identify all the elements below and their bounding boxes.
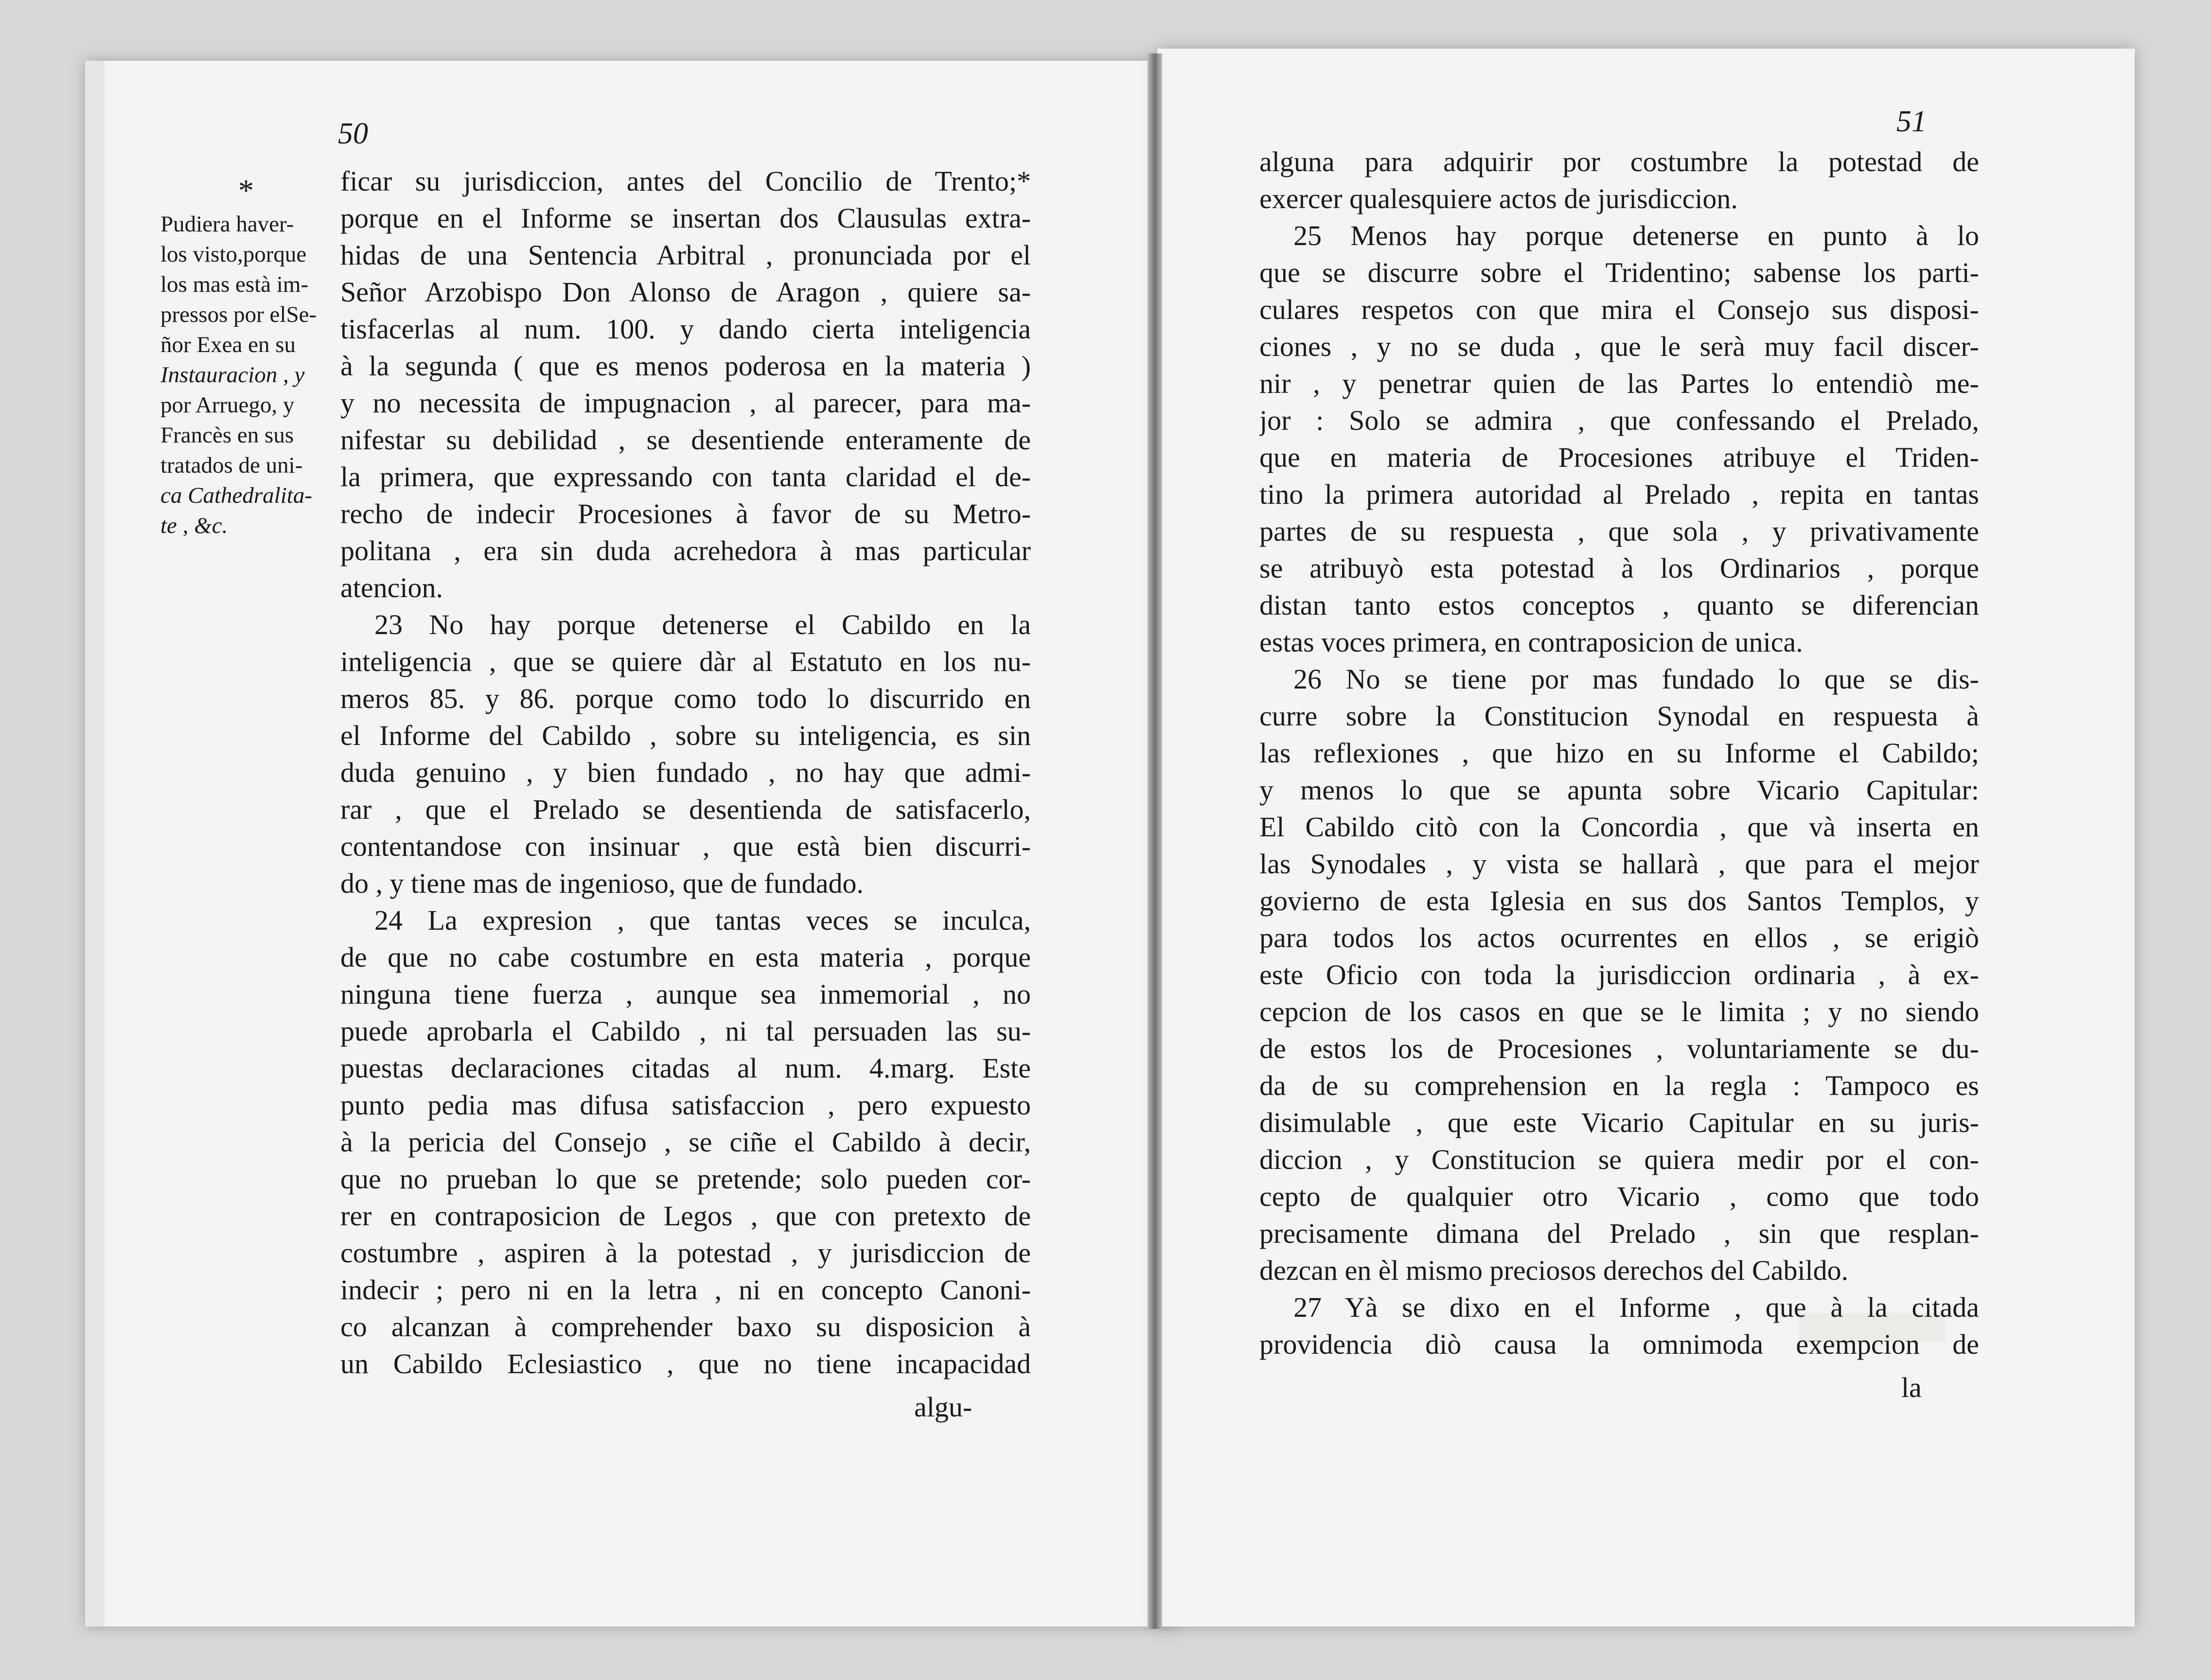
text-line: 25 Menos hay porque detenerse en punto à lo — [1293, 220, 1979, 251]
text-line: meros 85. y 86. porque como todo lo discurrido en — [340, 683, 1031, 714]
text-line: ficar su jurisdiccion, antes del Concilio de Trento;* — [340, 165, 1031, 197]
text-line: do , y tiene mas de ingenioso, que de fundado. — [340, 867, 864, 899]
text-line: tisfacerlas al num. 100. y dando cierta inteligencia — [340, 313, 1031, 345]
text-line: puede aprobarla el Cabildo , ni tal persuaden las su- — [340, 1015, 1031, 1047]
text-line: de que no cabe costumbre en esta materia , porque — [340, 941, 1031, 973]
text-line: govierno de esta Iglesia en sus dos Santos Templos, y — [1259, 885, 1979, 917]
text-line: disimulable , que este Vicario Capitular en su juris- — [1259, 1107, 1979, 1138]
margin-note-line: tratados de uni- — [160, 453, 303, 478]
text-line: se atribuyò esta potestad à los Ordinarios , porque — [1259, 552, 1979, 584]
book-gutter — [1148, 53, 1162, 1629]
text-line: curre sobre la Constitucion Synodal en respuesta à — [1259, 700, 1979, 732]
text-line: ciones , y no se duda , que le serà muy facil discer- — [1259, 331, 1979, 362]
text-line: nifestar su debilidad , se desentiende enteramente de — [340, 424, 1031, 456]
text-line: cepto de qualquier otro Vicario , como que todo — [1259, 1181, 1979, 1212]
text-line: las Synodales , y vista se hallarà , que para el mejor — [1259, 848, 1979, 880]
text-line: dezcan en èl mismo preciosos derechos del Cabildo. — [1259, 1255, 1849, 1286]
left-page-text — [340, 163, 1031, 1382]
text-line: de estos los de Procesiones , voluntariamente se du- — [1259, 1033, 1979, 1064]
right-page-text — [1259, 143, 1979, 1363]
text-line: estas voces primera, en contraposicion de unica. — [1259, 626, 1803, 658]
text-line: y no necessita de impugnacion , al parecer, para ma- — [340, 387, 1031, 419]
margin-note-line: Francès en sus — [160, 423, 294, 448]
right-catchword: la — [1901, 1372, 1922, 1403]
text-line: à la segunda ( que es menos poderosa en la materia ) — [340, 350, 1031, 382]
text-line: El Cabildo citò con la Concordia , que và inserta en — [1259, 811, 1979, 843]
text-line: costumbre , aspiren à la potestad , y jurisdiccion de — [340, 1237, 1031, 1269]
right-page-number: 51 — [1896, 105, 1927, 138]
text-line: punto pedia mas difusa satisfaccion , pero expuesto — [340, 1089, 1031, 1121]
text-line: exercer qualesquiere actos de jurisdiccion. — [1259, 183, 1738, 214]
left-catchword: algu- — [914, 1391, 973, 1423]
margin-note-line: te , &c. — [160, 513, 228, 538]
margin-note-line: por Arruego, y — [160, 392, 295, 418]
margin-note — [160, 209, 331, 541]
text-line: inteligencia , que se quiere dàr al Estatuto en los nu- — [340, 646, 1031, 677]
text-line: nir , y penetrar quien de las Partes lo entendiò me- — [1259, 368, 1979, 399]
text-line: à la pericia del Consejo , se ciñe el Cabildo à decir, — [340, 1126, 1031, 1158]
text-line: indecir ; pero ni en la letra , ni en concepto Canoni- — [340, 1274, 1031, 1306]
text-line: 26 No se tiene por mas fundado lo que se dis- — [1293, 663, 1979, 695]
text-line: diccion , y Constitucion se quiera medir por el con- — [1259, 1144, 1979, 1175]
margin-note-line: Pudiera haver- — [160, 212, 294, 237]
text-line: 24 La expresion , que tantas veces se inculca, — [374, 904, 1031, 936]
text-line: rer en contraposicion de Legos , que con pretexto de — [340, 1200, 1031, 1232]
text-line: la primera, que expressando con tanta claridad el de- — [340, 461, 1031, 493]
margin-note-line: ca Cathedralita- — [160, 483, 312, 508]
text-line: y menos lo que se apunta sobre Vicario Capitular: — [1259, 774, 1979, 806]
text-line: el Informe del Cabildo , sobre su inteligencia, es sin — [340, 720, 1031, 751]
text-line: politana , era sin duda acrehedora à mas particular — [340, 535, 1031, 566]
text-line: culares respetos con que mira el Consejo sus disposi- — [1259, 294, 1979, 325]
text-line: que se discurre sobre el Tridentino; sabense los parti- — [1259, 257, 1979, 288]
text-line: alguna para adquirir por costumbre la potestad de — [1259, 146, 1979, 177]
text-line: atencion. — [340, 572, 443, 603]
text-line: este Oficio con toda la jurisdiccion ordinaria , à ex- — [1259, 959, 1979, 990]
margin-note-line: Instauracion , y — [160, 362, 305, 388]
margin-note-line: los visto,porque — [160, 242, 307, 267]
text-line: que no prueban lo que se pretende; solo pueden cor- — [340, 1163, 1031, 1195]
text-line: puestas declaraciones citadas al num. 4.marg. Este — [340, 1052, 1031, 1084]
text-line: tino la primera autoridad al Prelado , repita en tantas — [1259, 478, 1979, 510]
text-line: distan tanto estos conceptos , quanto se diferencian — [1259, 589, 1979, 621]
text-line: providencia diò causa la omnimoda exempcion de — [1259, 1328, 1979, 1360]
margin-note-line: pressos por elSe- — [160, 302, 317, 327]
text-line: contentandose con insinuar , que està bien discurri- — [340, 831, 1031, 862]
text-line: hidas de una Sentencia Arbitral , pronunciada por el — [340, 239, 1031, 271]
text-line: para todos los actos ocurrentes en ellos , se erigiò — [1259, 922, 1979, 954]
left-page-number: 50 — [338, 117, 368, 150]
text-line: da de su comprehension en la regla : Tampoco es — [1259, 1070, 1979, 1101]
text-line: jor : Solo se admira , que confessando el Prelado, — [1259, 405, 1979, 436]
text-line: que en materia de Procesiones atribuye el Triden- — [1259, 442, 1979, 473]
text-line: Señor Arzobispo Don Alonso de Aragon , quiere sa- — [340, 276, 1031, 308]
text-line: ninguna tiene fuerza , aunque sea inmemorial , no — [340, 978, 1031, 1010]
margin-note-line: ñor Exea en su — [160, 332, 296, 357]
text-line: rar , que el Prelado se desentienda de satisfacerlo, — [340, 794, 1031, 825]
text-line: cepcion de los casos en que se le limita ; y no siendo — [1259, 996, 1979, 1027]
text-line: recho de indecir Procesiones à favor de su Metro- — [340, 498, 1031, 530]
text-line: las reflexiones , que hizo en su Informe el Cabildo; — [1259, 737, 1979, 769]
margin-note-line: los mas està im- — [160, 272, 309, 297]
text-line: un Cabildo Eclesiastico , que no tiene incapacidad — [340, 1348, 1031, 1379]
text-line: duda genuino , y bien fundado , no hay que admi- — [340, 757, 1031, 788]
text-line: 27 Yà se dixo en el Informe , que à la citada — [1293, 1291, 1979, 1323]
margin-note-marker: * — [238, 173, 254, 208]
text-line: co alcanzan à comprehender baxo su disposicion à — [340, 1311, 1031, 1343]
text-line: partes de su respuesta , que sola , y privativamente — [1259, 515, 1979, 547]
text-line: porque en el Informe se insertan dos Clausulas extra- — [340, 202, 1031, 234]
text-line: 23 No hay porque detenerse el Cabildo en la — [374, 609, 1031, 640]
text-line: precisamente dimana del Prelado , sin que resplan- — [1259, 1218, 1979, 1249]
